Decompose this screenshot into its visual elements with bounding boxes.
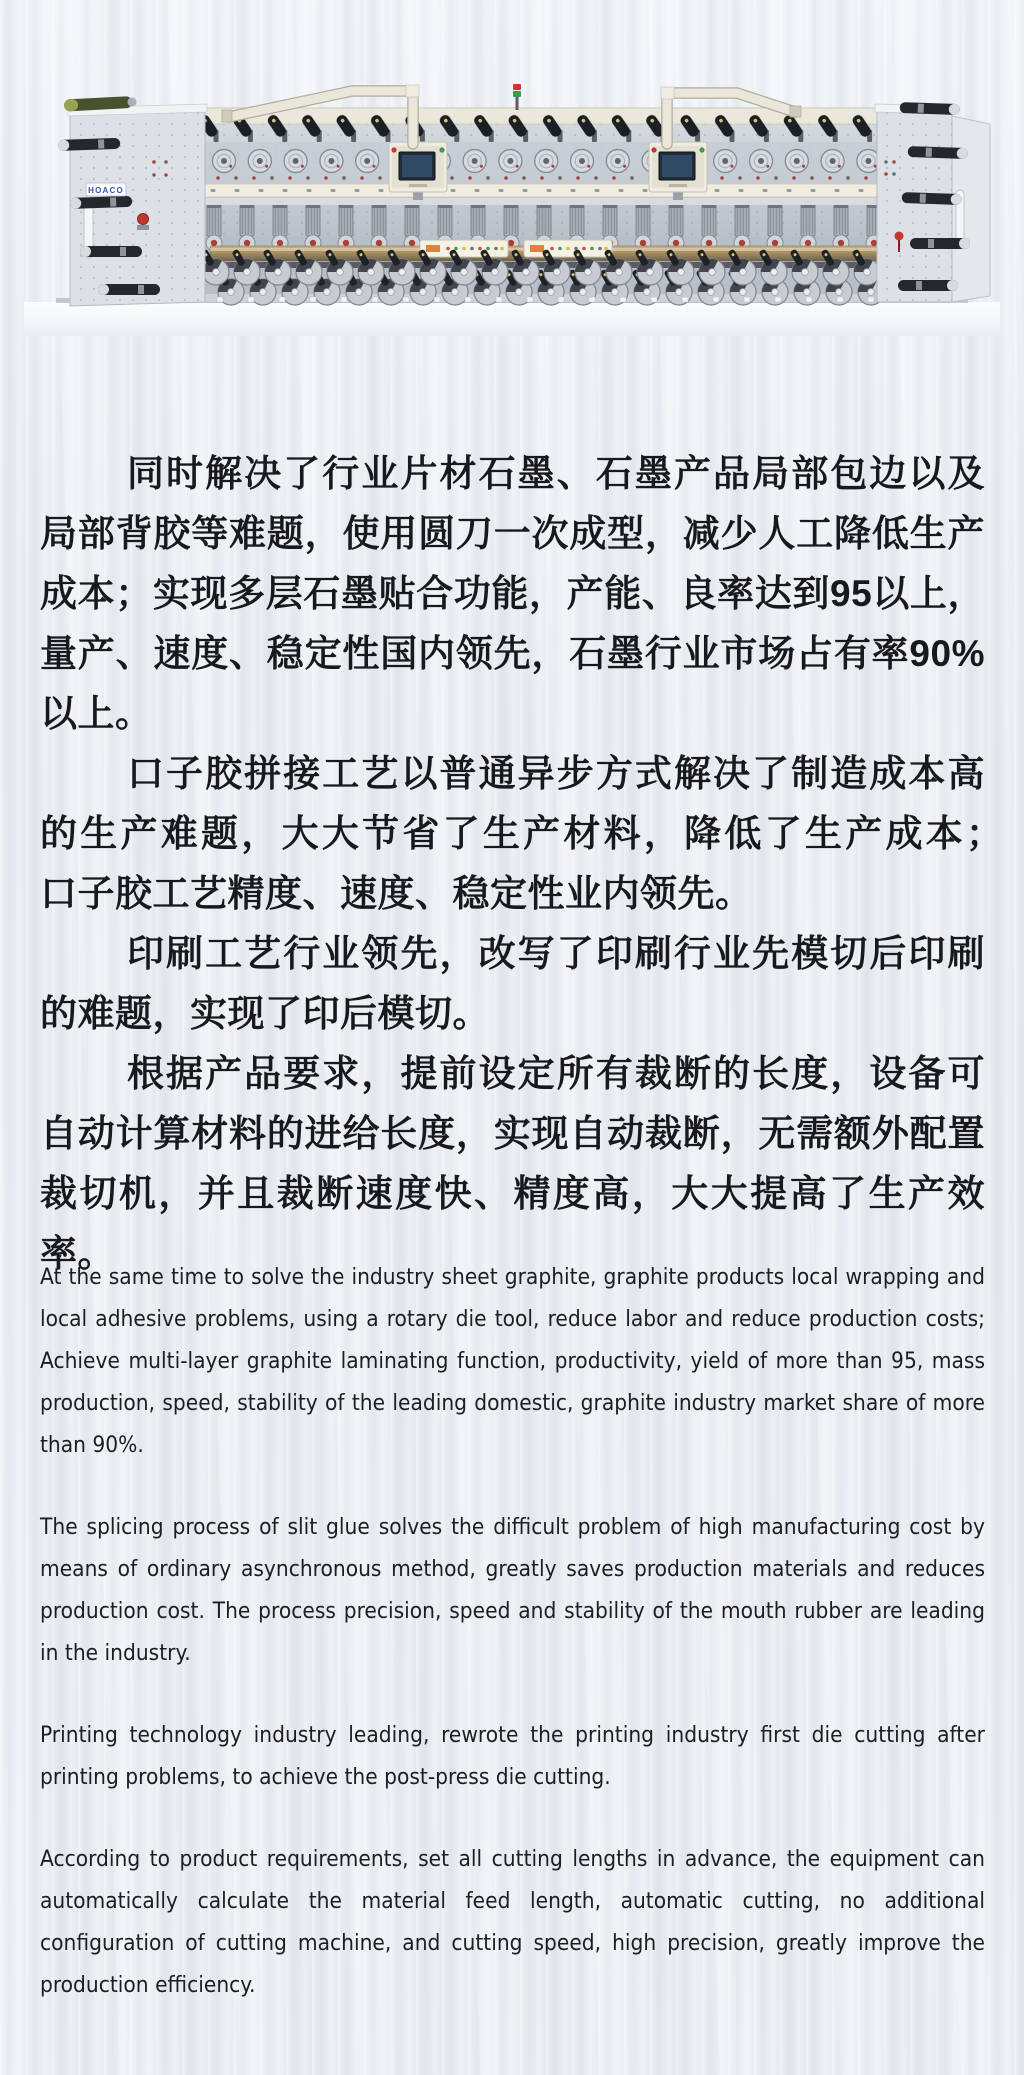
cn-paragraph-3: 印刷工艺行业领先，改写了印刷行业先模切后印刷的难题，实现了印后模切。 bbox=[40, 933, 985, 1034]
en-paragraph-4: According to product requirements, set all cutting lengths in advance, the equipment can automatically calculate the material feed length, automatic cutting, no additional configuration of cutting machine, and cutting speed, high precision, greatly improve the production efficiency. bbox=[40, 1846, 985, 1998]
brand-label: HOACO bbox=[88, 186, 124, 195]
en-paragraph-3: Printing technology industry leading, rewrote the printing industry first die cutting after printing problems, to achieve the post-press die cutting. bbox=[40, 1722, 985, 1790]
en-paragraph-2: The splicing process of slit glue solves the difficult problem of high manufacturing cost by means of ordinary asynchronous method, greatly saves production materials and reduces production cost. The process precision, speed and stability of the mouth rubber are leading in the industry. bbox=[40, 1514, 985, 1666]
right-end-panel bbox=[875, 102, 990, 302]
machine-floor bbox=[24, 298, 1000, 336]
splicing-control-strip bbox=[420, 240, 508, 257]
machine-photo bbox=[0, 0, 1024, 340]
cn-paragraph-2: 口子胶拼接工艺以普通异步方式解决了制造成本高的生产难题，大大节省了生产材料，降低了生产成本； 口子胶工艺精度、速度、稳定性业内领先。 bbox=[40, 753, 1023, 914]
release-knob bbox=[895, 232, 904, 241]
emergency-button bbox=[138, 214, 149, 225]
machine-illustration bbox=[0, 0, 1024, 340]
guide-rails bbox=[205, 184, 948, 205]
left-end-panel bbox=[58, 96, 207, 306]
brand-chip bbox=[86, 183, 126, 196]
splicing-control-strip bbox=[524, 240, 612, 257]
en-paragraph-1: At the same time to solve the industry sheet graphite, graphite products local wrapping and local adhesive problems, using a rotary die tool, reduce labor and reduce production costs; Achieve multi-layer graphite laminating function, productivity, yield of more than 95, mass production, speed, stability of the leading domestic, graphite industry market share of more than 90%. bbox=[40, 1264, 985, 1458]
english-description bbox=[40, 1256, 985, 2006]
chinese-description bbox=[40, 444, 1023, 1284]
cn-paragraph-1: 同时解决了行业片材石墨、石墨产品局部包边以及局部背胶等难题，使用圆刀一次成型，减少人工降低生产成本；实现多层石墨贴合功能，产能、良率达到95以上，量产、速度、稳定性国内领先，石墨行业市场占有率90%以上。 bbox=[40, 453, 985, 734]
control-panel-left bbox=[389, 142, 447, 200]
signal-light bbox=[513, 84, 521, 110]
cn-paragraph-4: 根据产品要求，提前设定所有裁断的长度，设备可自动计算材料的进给长度，实现自动裁断，无需额外配置裁切机，并且裁断速度快、精度高，大大提高了生产效率。 bbox=[40, 1053, 985, 1274]
control-panel-right bbox=[649, 142, 707, 200]
